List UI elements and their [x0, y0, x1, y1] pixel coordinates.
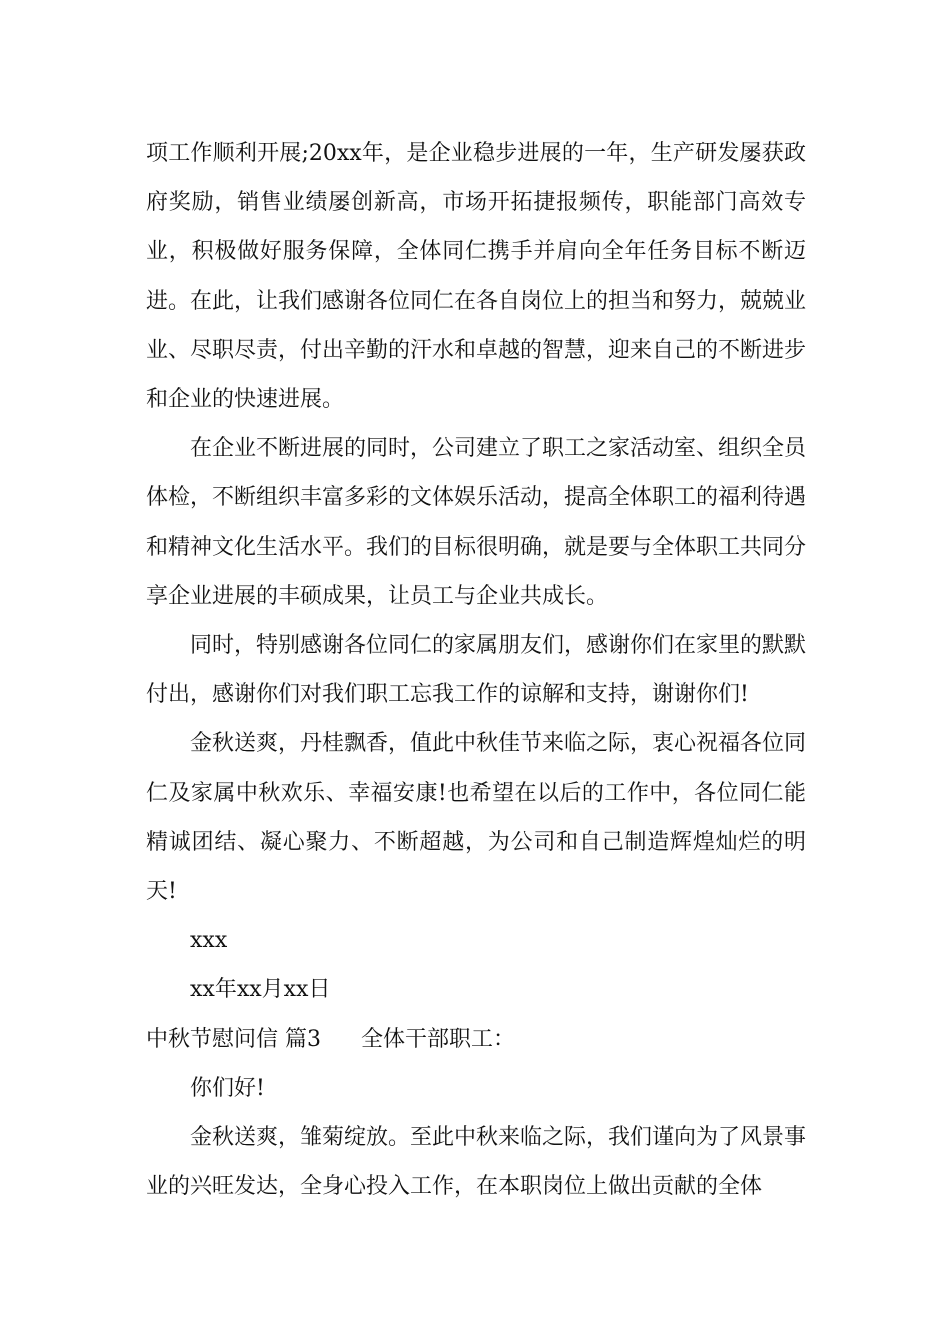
signature-date: xx年xx月xx日 — [190, 977, 331, 1003]
section-heading — [146, 1015, 806, 1064]
body-paragraph-2: 在企业不断进展的同时，公司建立了职工之家活动室、组织全员体检，不断组织丰富多彩的文体娱乐活动，提高全体职工的福利待遇和精神文化生活水平。我们的目标很明确，就是要与全体职工共同分享企业进展的丰硕成果，让员工与企业共成长。 — [146, 436, 807, 609]
section-title: 中秋节慰问信 — [146, 1026, 279, 1052]
section-part: 篇3 — [285, 1026, 322, 1052]
body-paragraph-3: 同时，特别感谢各位同仁的家属朋友们，感谢你们在家里的默默付出，感谢你们对我们职工忘我工作的谅解和支持，谢谢你们! — [146, 633, 807, 708]
body-paragraph-4: 金秋送爽，丹桂飘香，值此中秋佳节来临之际，衷心祝福各位同仁及家属中秋欢乐、幸福安康!也希望在以后的工作中，各位同仁能精诚团结、凝心聚力、不断超越，为公司和自己制造辉煌灿烂的明天! — [146, 731, 807, 905]
body-paragraph-1: 项工作顺利开展;20xx年，是企业稳步进展的一年，生产研发屡获政府奖励，销售业绩屡创新高，市场开拓捷报频传，职能部门高效专业，积极做好服务保障，全体同仁携手并肩向全年任务目标不断迈进。在此，让我们感谢各位同仁在各自岗位上的担当和努力，兢兢业业、尽职尽责，付出辛勤的汗水和卓越的智慧，迎来自己的不断进步和企业的快速进展。 — [146, 141, 807, 413]
document-page — [146, 129, 806, 1211]
signature: xxx — [190, 928, 228, 954]
section-salutation: 全体干部职工： — [361, 1026, 516, 1052]
greeting: 你们好! — [190, 1075, 265, 1101]
closing-paragraph: 金秋送爽，雏菊绽放。至此中秋来临之际，我们谨向为了风景事业的兴旺发达，全身心投入工作，在本职岗位上做出贡献的全体 — [146, 1125, 807, 1200]
